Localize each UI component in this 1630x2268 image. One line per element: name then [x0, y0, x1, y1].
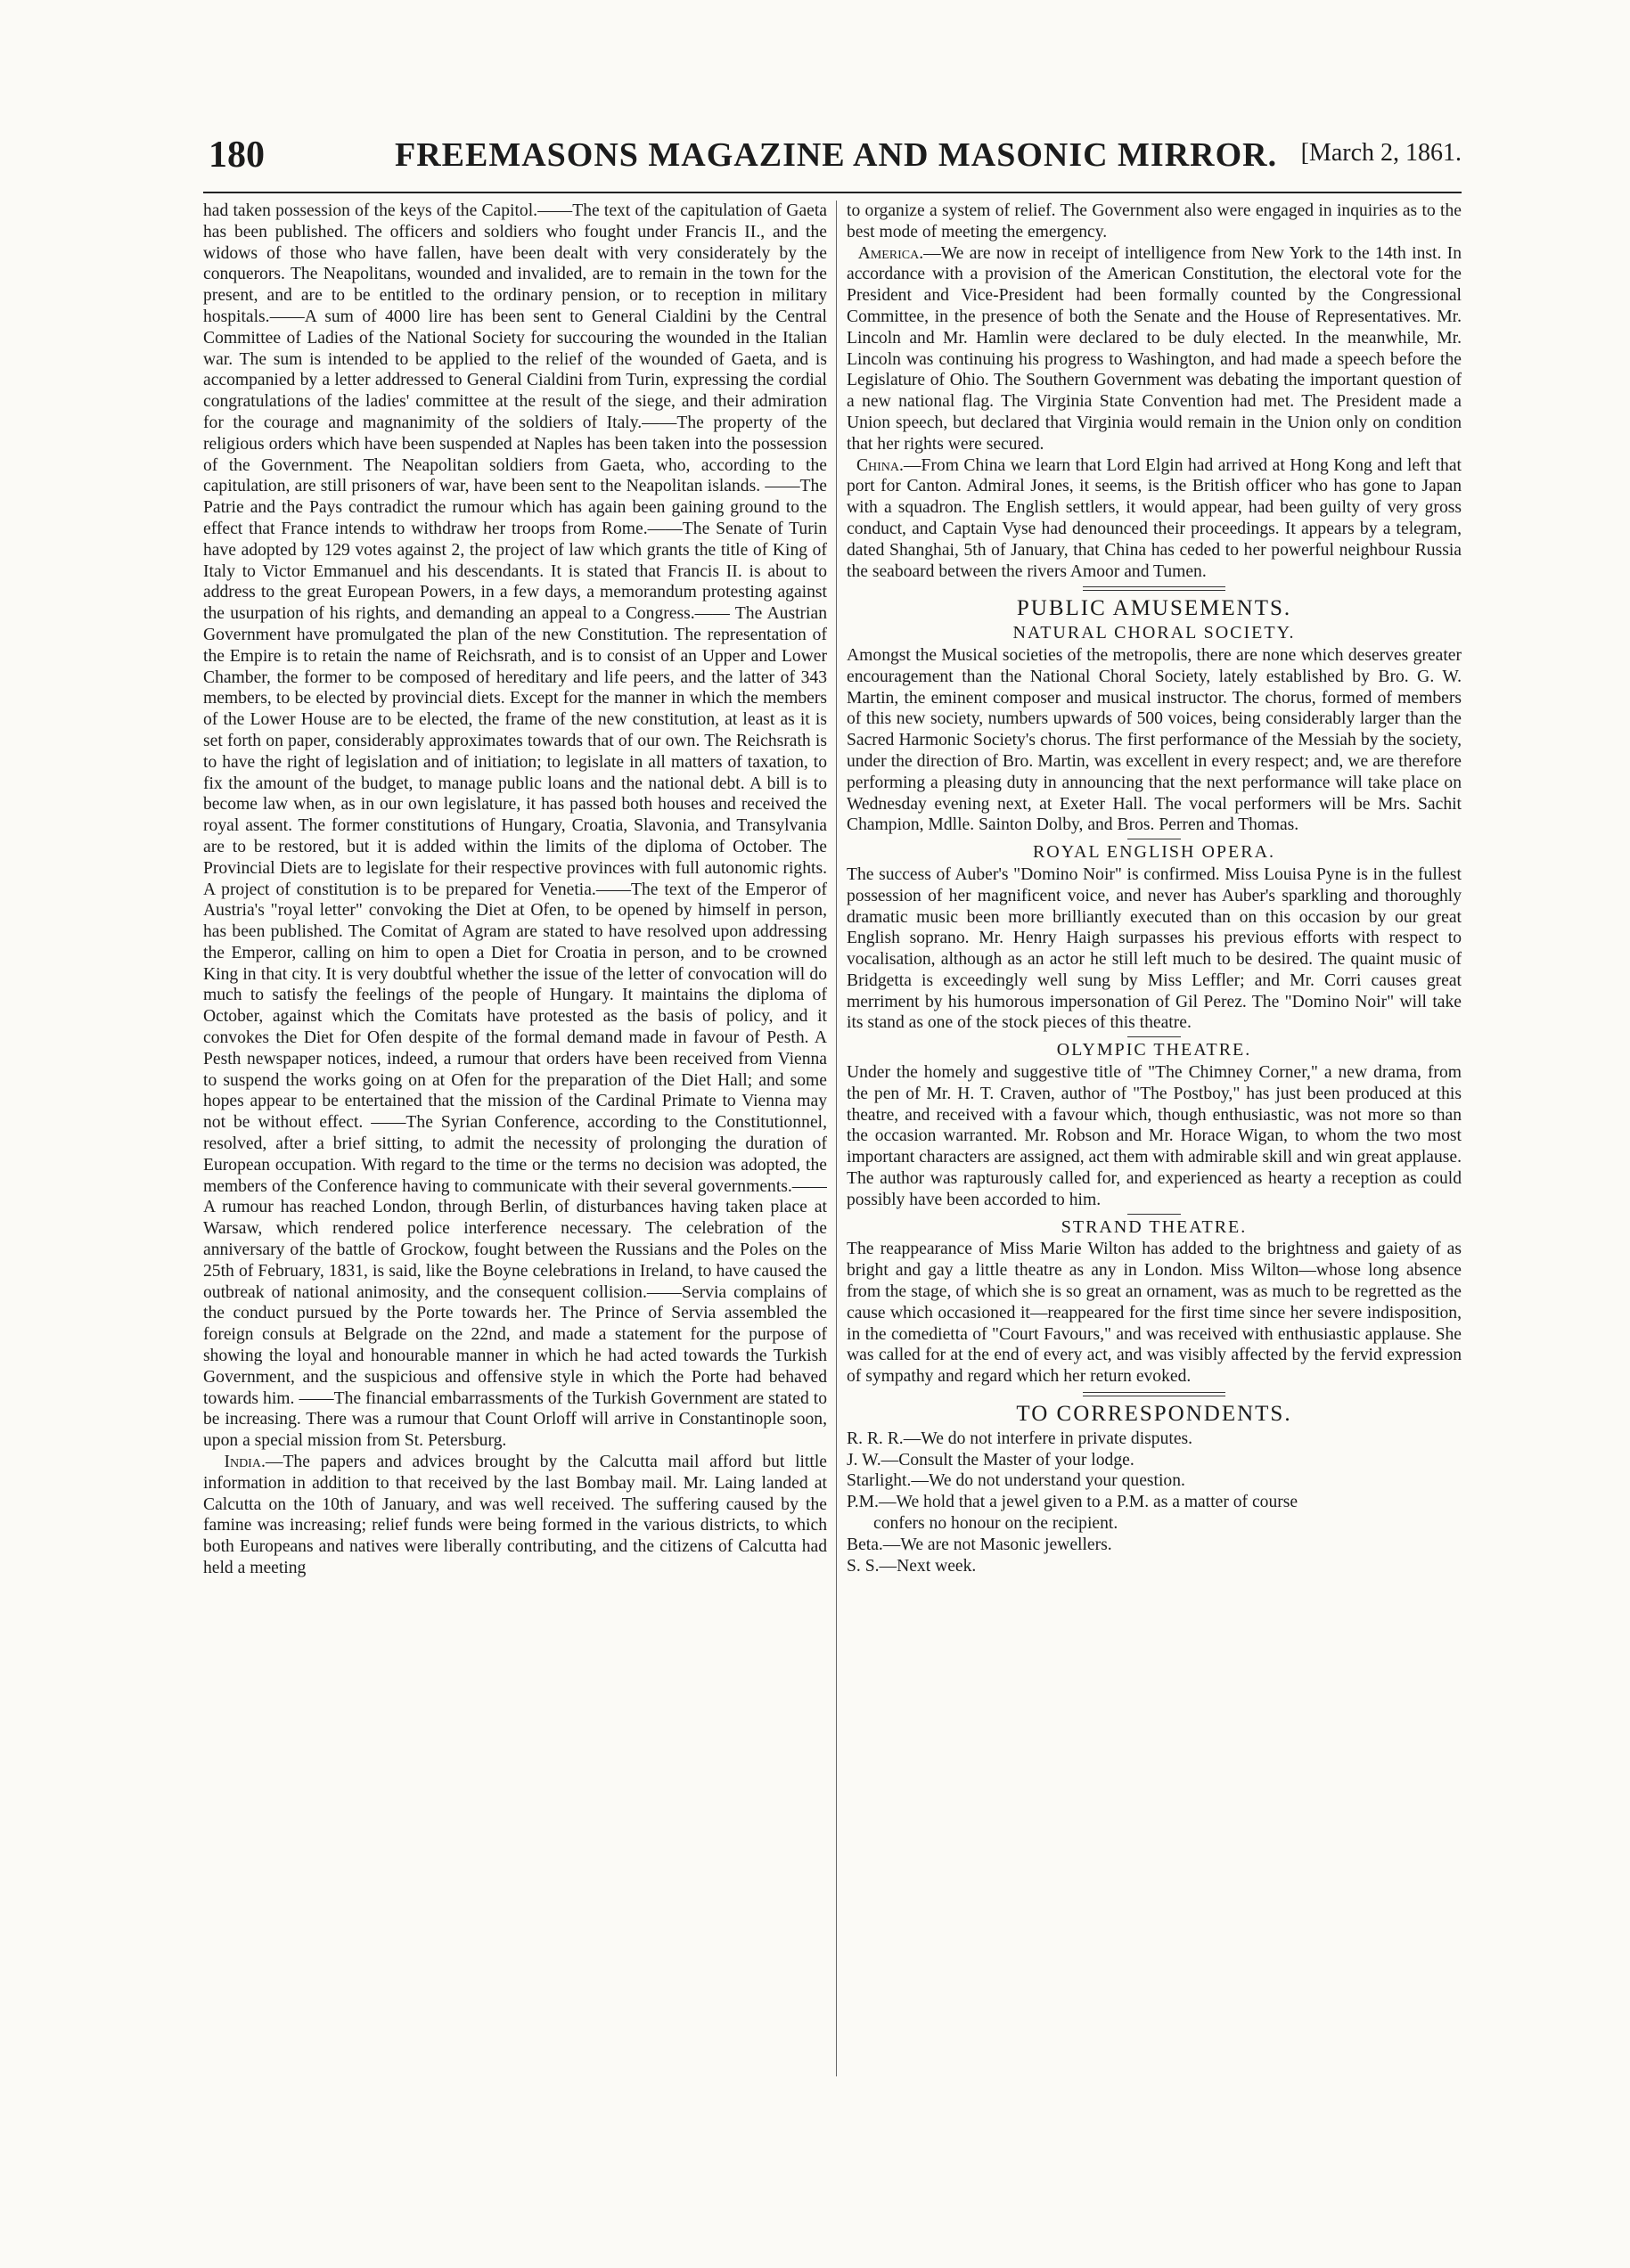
correspondent-entry: Starlight.—We do not understand your question.	[847, 1471, 1185, 1491]
column-divider	[836, 201, 837, 2076]
masthead-title: FREEMASONS MAGAZINE AND MASONIC MIRROR.	[395, 136, 1278, 174]
strand-theatre-text: The reappearance of Miss Marie Wilton has added to the brightness and gaiety of as bright and gay a little theatre as any in London. Miss Wilton—whose long absence from the stage, of which she is so great an ornament, was as much to be regretted as the cause which occasioned it—reappeared for the first time since her severe indisposition, in the comedietta of "Court Favours," and was received with enthusiastic applause. She was called for at the end of every act, and was visibly affected by the fervid expression of sympathy and regard which her return evoked.	[847, 1240, 1462, 1387]
section-rule	[1083, 1392, 1225, 1396]
olympic-theatre-heading: OLYMPIC THEATRE.	[1056, 1040, 1252, 1060]
olympic-theatre-text: Under the homely and suggestive title of "The Chimney Corner," a new drama, from the pen of Mr. H. T. Craven, author of "The Postboy," has just been produced at this theatre, and received with a favour which, though enthusiastic, was not more so than the occasion warranted. Mr. Robson and Mr. Horace Wigan, to whom the two most important characters are assigned, act them with admirable skill and win great applause. The author was rapturously called for, and experienced as hearty a reception as could possibly have been accorded to him.	[847, 1063, 1462, 1209]
relief-text: to organize a system of relief. The Government also were engaged in inquiries as to the best mode of meeting the emergency.	[847, 201, 1462, 242]
china-paragraph	[847, 455, 1462, 583]
correspondent-entry: Beta.—We are not Masonic jewellers.	[847, 1535, 1112, 1554]
right-column	[847, 201, 1462, 2090]
choral-society-text: Amongst the Musical societies of the metropolis, there are none which deserves greater encouragement than the National Choral Society, lately established by Bro. G. W. Martin, the eminent composer and musical instructor. The chorus, formed of members of this new society, numbers upwards of 500 voices, being considerably larger than the Sacred Harmonic Society's chorus. The first performance of the Messiah by the society, under the direction of Bro. Martin, was excellent in every respect; and, we are therefore performing a pleasing duty in announcing that the next performance will take place on Wednesday evening next, at Exeter Hall. The vocal performers will be Mrs. Sachit Champion, Mdlle. Sainton Dolby, and Bros. Perren and Thomas.	[847, 645, 1462, 835]
india-label: India.	[224, 1453, 266, 1472]
choral-society-heading: NATURAL CHORAL SOCIETY.	[1012, 623, 1296, 643]
section-rule	[1083, 586, 1225, 591]
correspondent-entry: S. S.—Next week.	[847, 1556, 977, 1576]
short-rule	[1127, 1214, 1181, 1215]
page-header	[203, 134, 1462, 187]
correspondent-entry: J. W.—Consult the Master of your lodge.	[847, 1450, 1134, 1470]
strand-theatre-heading: STRAND THEATRE.	[1061, 1216, 1248, 1237]
america-label: America.	[857, 243, 924, 263]
correspondents-list	[847, 1429, 1462, 1577]
correspondent-entry: R. R. R.—We do not interfere in private disputes.	[847, 1429, 1193, 1448]
public-amusements-heading: PUBLIC AMUSEMENTS.	[1016, 596, 1292, 621]
correspondent-entry: P.M.—We hold that a jewel given to a P.M. as a matter of course	[847, 1493, 1298, 1512]
short-rule	[1127, 1036, 1181, 1037]
india-paragraph	[203, 1452, 827, 1579]
america-text: —We are now in receipt of intelligence from New York to the 14th inst. In accordance with a provision of the American Constitution, the electoral vote for the President and Vice-President had been formally counted by the Congressional Committee, in the presence of both the Senate and the House of Representatives. Mr. Lincoln and Mr. Hamlin were declared to be duly elected. In the meanwhile, Mr. Lincoln was continuing his progress to Washington, and had made a speech before the Legislature of Ohio. The Southern Government was debating the important question of a new national flag. The Virginia State Convention had met. The President made a Union speech, but declared that Virginia would remain in the Union only on condition that her rights were secured.	[847, 243, 1462, 454]
english-opera-text: The success of Auber's "Domino Noir" is confirmed. Miss Louisa Pyne is in the fullest possession of her magnificent voice, and never has Auber's sparkling and thoroughly dramatic music been more brilliantly executed than on this occasion by our great English soprano. Mr. Henry Haigh surpasses his previous efforts with respect to vocalisation, although as an actor he still left much to be desired. The quaint music of Bridgetta is exceedingly well sung by Miss Leffler; and Mr. Corri causes great merriment by his humorous impersonation of Gil Perez. The "Domino Noir" will take its stand as one of the stock pieces of this theatre.	[847, 864, 1462, 1033]
issue-date: [March 2, 1861.	[1300, 139, 1462, 167]
india-text: —The papers and advices brought by the Calcutta mail afford but little information in addition to that received by the last Bombay mail. Mr. Laing landed at Calcutta on the 10th of January, and was well received. The suffering caused by the famine was increasing; relief funds were being formed in the various districts, to which both Europeans and natives were liberally contributing, and the citizens of Calcutta had held a meeting	[203, 1453, 827, 1577]
foreign-news-text: had taken possession of the keys of the Capitol.——The text of the capitulation of Gaeta has been published. The officers and soldiers who fought under Francis II., and the widows of those who have fallen, have been dealt with very considerately by the conquerors. The Neapolitans, wounded and invalided, are to remain in the town for the present, and are to be entitled to the ordinary pension, or to reception in military hospitals.——A sum of 4000 lire has been sent to General Cialdini by the Central Committee of Ladies of the National Society for succouring the wounded in the Italian war. The sum is intended to be applied to the relief of the wounded of Gaeta, and is accompanied by a letter addressed to General Cialdini from Turin, expressing the cordial congratulations of the ladies' committee at the result of the siege, and their admiration for the courage and magnanimity of the soldiers of Italy.——The property of the religious orders which have been suspended at Naples has been taken into the possession of the Government. The Neapolitan soldiers from Gaeta, who, according to the capitulation, are still prisoners of war, have been sent to the Neapolitan islands. ——The Patrie and the Pays contradict the rumour which has again been gaining ground to the effect that France intends to withdraw her troops from Rome.——The Senate of Turin have adopted by 129 votes against 2, the project of law which grants the title of King of Italy to Victor Emmanuel and his descendants. It is stated that Francis II. is about to address to the great European Powers, in a few days, a memorandum protesting against the usurpation of his rights, and demanding an appeal to a Congress.—— The Austrian Government have promulgated the plan of the new Constitution. The representation of the Empire is to retain the name of Reichsrath, and is to consist of an Upper and Lower Chamber, the former to be composed of hereditary and life peers, and the latter of 343 members, to be elected by provincial diets. Except for the manner in which the members of the Lower House are to be elected, the frame of the new constitution, at least as it is set forth on paper, considerably approximates towards that of our own. The Reichsrath is to have the right of legislation and of initiation; to legislate in all matters of taxation, to fix the amount of the budget, to manage public loans and the national debt. A bill is to become law when, as in our own legislature, it has passed both houses and received the royal assent. The former constitutions of Hungary, Croatia, Slavonia, and Transylvania are to be restored, but it is added within the limits of the diploma of October. The Provincial Diets are to legislate for their respective provinces with full autonomic rights. A project of constitution is to be prepared for Venetia.——The text of the Emperor of Austria's "royal letter" convoking the Diet at Ofen, to be opened by himself in person, has been published. The Comitat of Agram are stated to have resolved upon addressing the Emperor, calling on him to open a Diet for Croatia in person, and to be crowned King in that city. It is very doubtful whether the issue of the letter of convocation will do much to satisfy the feelings of the people of Hungary. It maintains the diploma of October, against which the Comitats have protested as the basis of policy, and it convokes the Diet for Ofen despite of the formal demand made in favour of Pesth. A Pesth newspaper notices, indeed, a rumour that orders have been received from Vienna to suspend the works going on at Ofen for the preparation of the Diet Hall; and some hopes appear to be entertained that the mission of the Cardinal Primate to Vienna may not be without effect. ——The Syrian Conference, according to the Constitutionnel, resolved, after a brief sitting, to admit the necessity of prolonging the duration of European occupation. With regard to the time or the terms no decision was adopted, the members of the Conference having to communicate with their several governments.——A rumour has reached London, through Berlin, of disturbances having taken place at Warsaw, which rendered police interference necessary. The celebration of the anniversary of the battle of Grockow, fought between the Russians and the Poles on the 25th of February, 1831, is said, like the Boyne celebrations in Ireland, to have caused the outbreak of national animosity, and the consequent collision.——Servia complains of the conduct pursued by the Porte towards her. The Prince of Servia assembled the foreign consuls at Belgrade on the 22nd, and made a statement for the purpose of showing the loyal and honourable manner in which he had acted towards the Turkish Government, and the suspicious and offensive style in which the Porte had behaved towards him. ——The financial embarrassments of the Turkish Government are stated to be increasing. There was a rumour that Count Orloff will arrive in Constantinople soon, upon a special mission from St. Petersburg.	[203, 201, 827, 1451]
correspondent-entry: confers no honour on the recipient.	[873, 1514, 1118, 1534]
header-rule	[203, 192, 1462, 193]
left-column	[203, 201, 827, 2090]
correspondents-heading: TO CORRESPONDENTS.	[1016, 1402, 1292, 1427]
page-number: 180	[209, 135, 265, 176]
china-text: —From China we learn that Lord Elgin had arrived at Hong Kong and left that port for Canton. Admiral Jones, it seems, is the British officer who has gone to Japan with a squadron. The English settlers, it would appear, had been guilty of very gross conduct, and Captain Vyse had denounced their proceedings. It appears by a telegram, dated Shanghai, 5th of January, that China has ceded to her powerful neighbour Russia the seaboard between the rivers Amoor and Tumen.	[847, 455, 1462, 581]
english-opera-heading: ROYAL ENGLISH OPERA.	[1032, 842, 1276, 863]
america-paragraph	[847, 243, 1462, 455]
china-label: China.	[856, 455, 904, 475]
